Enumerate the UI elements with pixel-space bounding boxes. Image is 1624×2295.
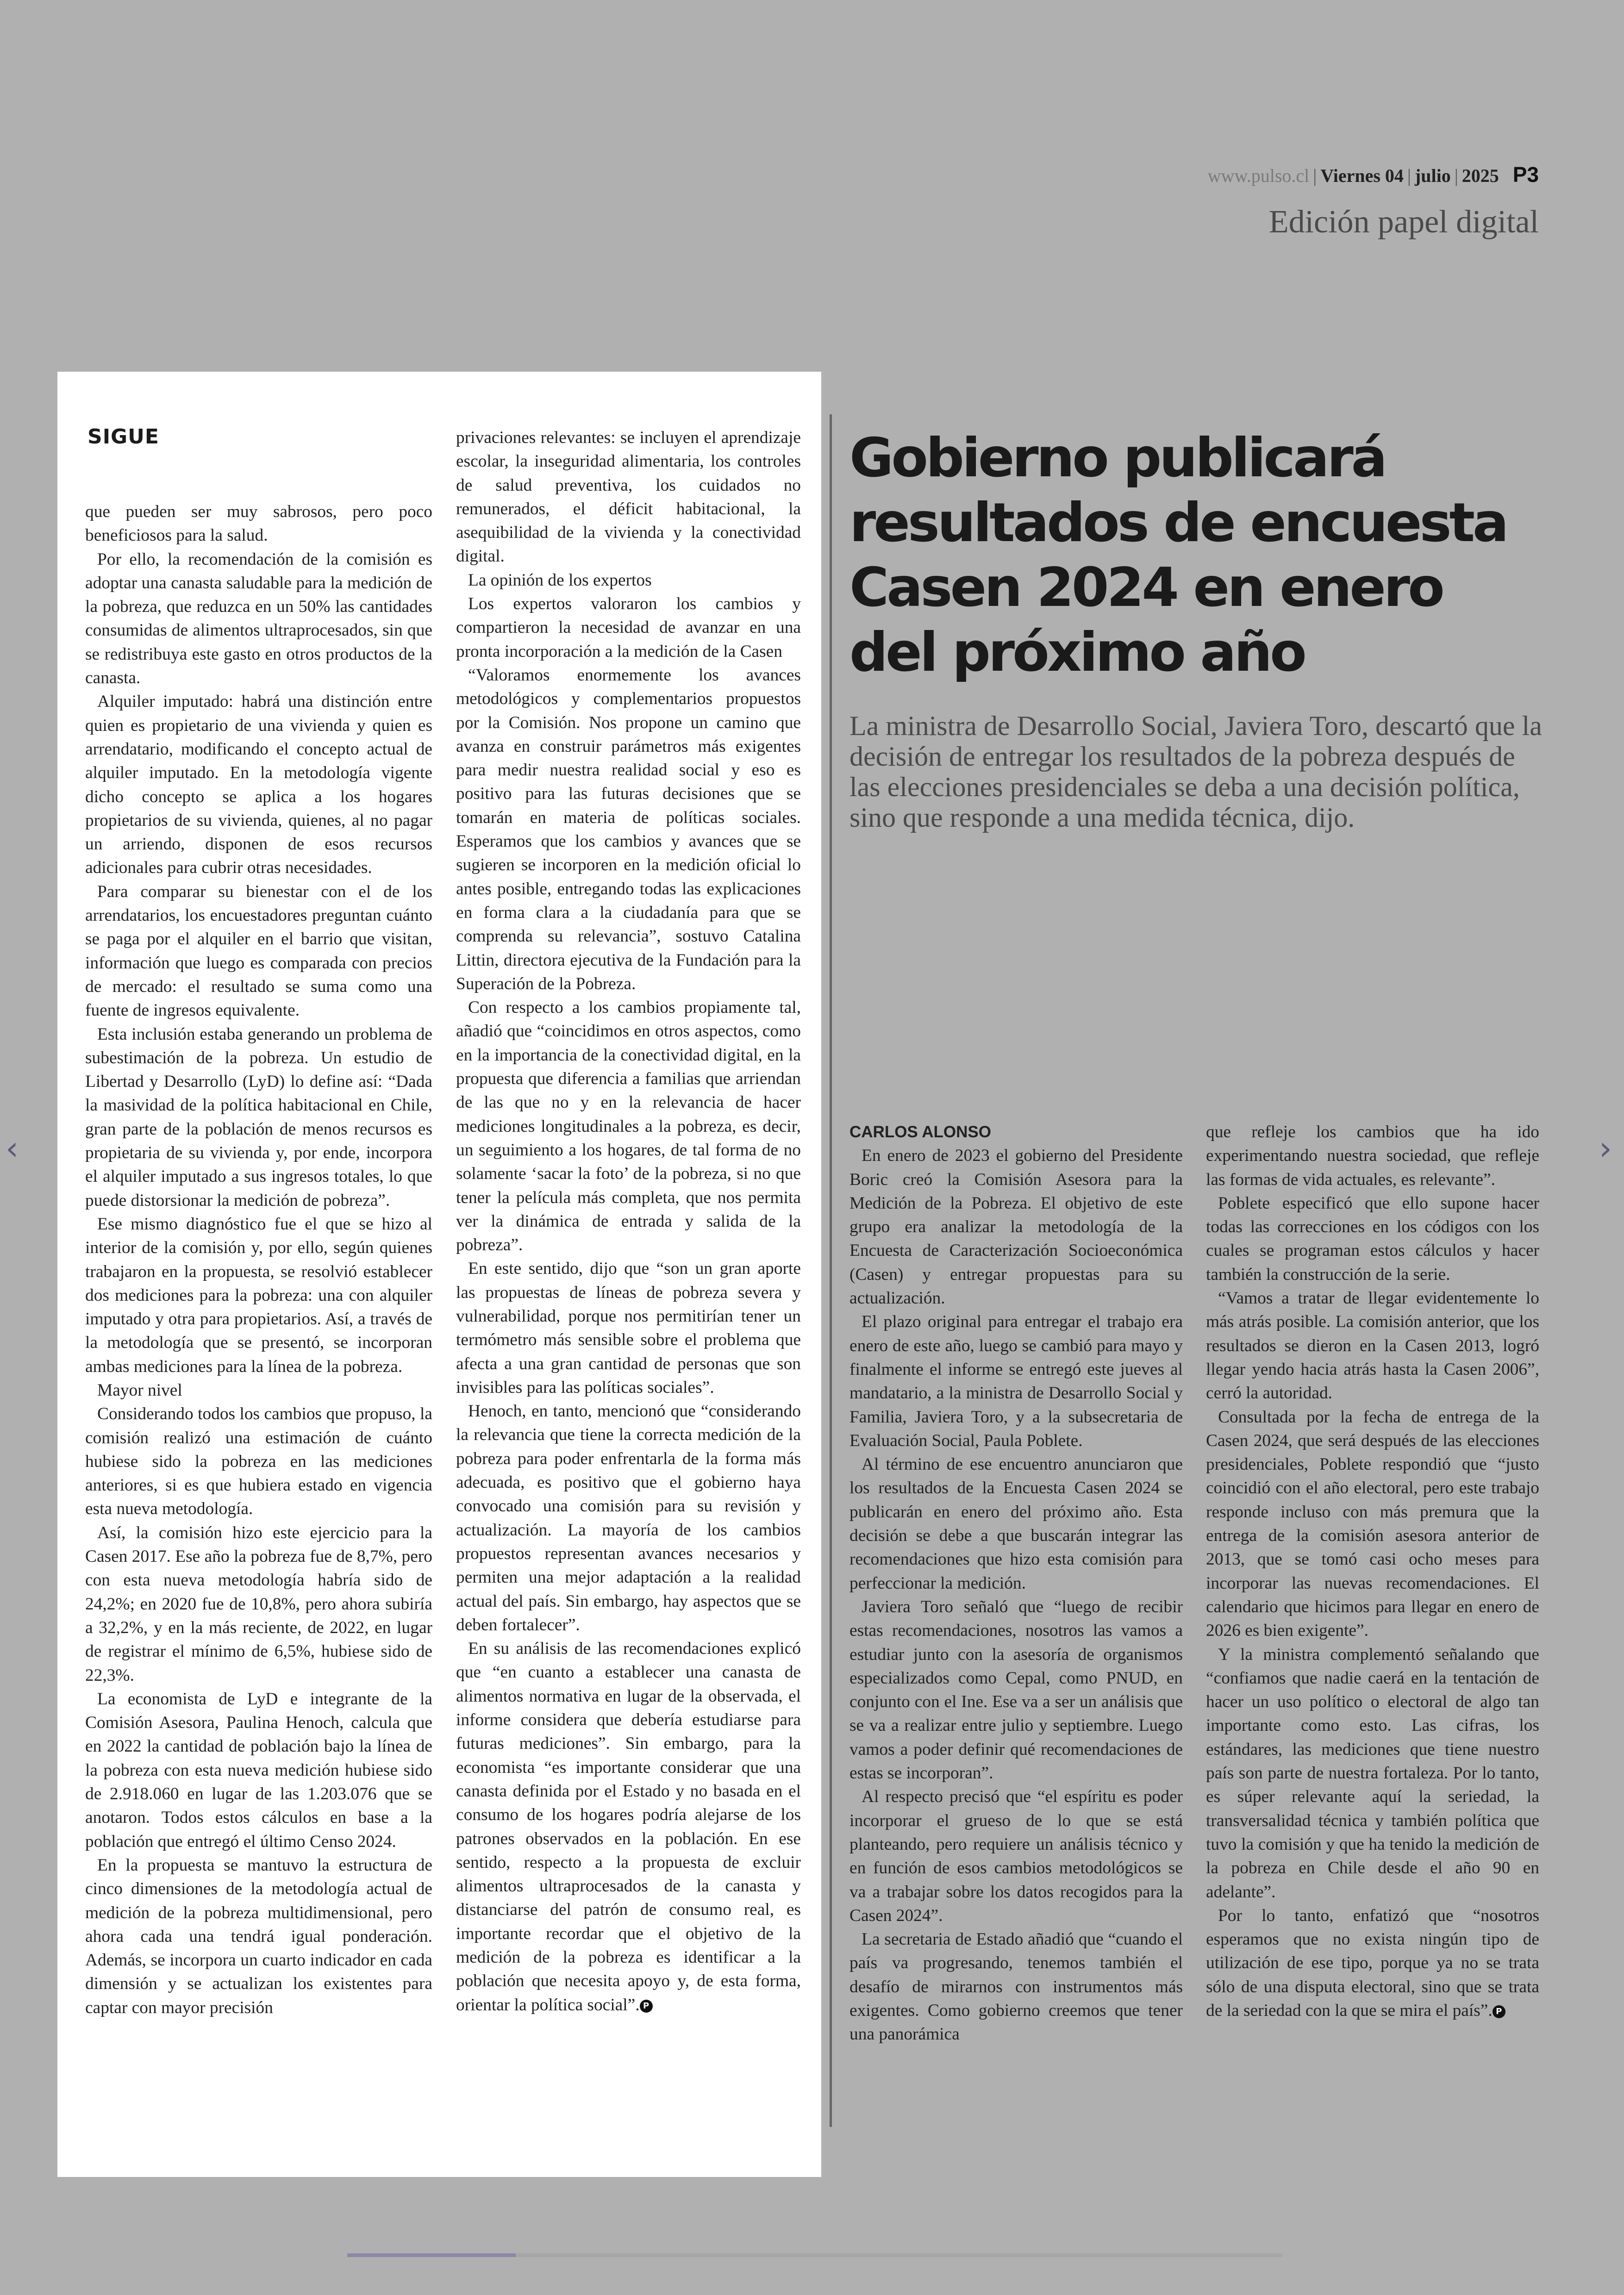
paragraph: En este sentido, dijo que “son un gran aporte las propuestas de líneas de pobreza severa y vulnerabilidad, porque nos permitirían tener un termómetro más sensible sobre el problema que afecta a una gran cantidad de personas que son invisibles para las políticas sociales”. (456, 1259, 801, 1397)
site-url[interactable]: www.pulso.cl (1207, 165, 1310, 186)
paragraph: Esta inclusión estaba generando un problema de subestimación de la pobreza. Un estudio de Libertad y Desarrollo (LyD) lo define así: “Dada la masividad de la política habitacional en Chile, gran parte de la población de menos recursos es propietaria de su vivienda y, por ende, incorpora el alquiler imputado a sus ingresos totales, lo que puede distorsionar la medición de pobreza”. (85, 1024, 432, 1210)
paragraph: que refleje los cambios que ha ido experimentando nuestra sociedad, que refleje las formas de vida actuales, es relevante”. (1206, 1123, 1539, 1189)
paragraph: Al término de ese encuentro anunciaron que los resultados de la Encuesta Casen 2024 se publicarán en enero del próximo año. Esta decisión se debe a que buscarán integrar las recomendaciones que hizo esta comisión para perfeccionar la medición. (849, 1455, 1183, 1593)
paragraph: El plazo original para entregar el trabajo era enero de este año, luego se cambió para mayo y finalmente el informe se entregó este jueves al mandatario, a la ministra de Desarrollo Social y Familia, Javiera Toro, y a la subsecretaria de Evaluación Social, Paula Poblete. (849, 1312, 1183, 1450)
paragraph (1206, 1904, 1539, 2022)
left-column-1 (85, 500, 432, 2020)
subheading: La opinión de los expertos (468, 570, 652, 590)
paragraph: Así, la comisión hizo este ejercicio para la Casen 2017. Ese año la pobreza fue de 8,7%, pero con esta nueva metodología habría sido de 24,2%; en 2020 fue de 10,8%, pero ahora subiría a 32,2%, y en la más reciente, de 2022, en lugar de registrar el mínimo de 6,5%, hubiese sido de 22,3%. (85, 1523, 432, 1685)
paragraph: “Vamos a tratar de llegar evidentemente lo más atrás posible. La comisión anterior, que los resultados se dieron en la Casen 2013, logró llegar yendo hacia atrás hasta la Casen 2006”, cerró la autoridad. (1206, 1289, 1539, 1403)
paragraph: Por ello, la recomendación de la comisión es adoptar una canasta saludable para la medición de la pobreza, que reduzca en un 50% las cantidades consumidas de alimentos ultraprocesados, sin que se redistribuya este gasto en otros productos de la canasta. (85, 549, 432, 688)
right-column-1 (849, 1120, 1183, 2046)
issue-month: julio (1414, 165, 1451, 186)
sigue-label: SIGUE (87, 425, 159, 449)
end-mark-icon: P (1493, 2005, 1505, 2018)
issue-dateline: www.pulso.cl | Viernes 04 | julio | 2025 P3 (1207, 162, 1539, 187)
paragraph: que pueden ser muy sabrosos, pero poco beneficiosos para la salud. (85, 502, 432, 545)
paragraph: Al respecto precisó que “el espíritu es poder incorporar el grueso de lo que se está planteando, pero requiere un análisis técnico y en función de esos cambios metodológicos se va a trabajar sobre los datos recogidos para la Casen 2024”. (849, 1787, 1183, 1925)
issue-year: 2025 (1462, 165, 1499, 186)
paragraph: Poblete especificó que ello supone hacer todas las correcciones en los códigos con los cuales se programan estos cálculos y hacer también la construcción de la serie. (1206, 1193, 1539, 1284)
right-column-2 (1206, 1120, 1539, 2022)
paragraph: La economista de LyD e integrante de la Comisión Asesora, Paulina Henoch, calcula que en 2022 la cantidad de población bajo la línea de la pobreza con esta nueva medición hubiese sido de 2.918.060 en lugar de las 1.203.076 que se anotaron. Todos estos cálculos en base a la población que entregó el último Censo 2024. (85, 1689, 432, 1851)
paragraph (456, 1637, 801, 2017)
paragraph: Los expertos valoraron los cambios y compartieron la necesidad de avanzar en una pronta incorporación a la medición de la Casen (456, 594, 801, 661)
article-deck: La ministra de Desarrollo Social, Javiera Toro, descartó que la decisión de entregar los resultados de la pobreza después de las elecciones presidenciales se deba a una decisión política, sino que responde a una medida técnica, dijo. (849, 711, 1542, 833)
paragraph: Alquiler imputado: habrá una distinción entre quien es propietario de una vivienda y quien es arrendatario, modificando el concepto actual de alquiler imputado. En la metodología vigente dicho concepto se aplica a los hogares propietarios de su vivienda, quienes, al no pagar un arriendo, disponen de esos recursos adicionales para cubrir otras necesidades. (85, 692, 432, 878)
left-column-2 (456, 426, 801, 2017)
subheading: Mayor nivel (97, 1380, 182, 1400)
paragraph: Con respecto a los cambios propiamente tal, añadió que “coincidimos en otros aspectos, como en la importancia de la conectividad digital, en la propuesta que diferencia a familias que arriendan de las que no y en la relevancia de hacer mediciones longitudinales a la pobreza, es decir, un seguimiento a los hogares, de tal forma de no solamente ‘sacar la foto’ de la pobreza, si no que tener la película más completa, que nos permita ver la dinámica de entrada y salida de la pobreza”. (456, 998, 801, 1255)
paragraph-text: En su análisis de las recomendaciones explicó que “en cuanto a establecer una canasta de alimentos normativa en lugar de la observada, el informe considera que debería estudiarse para futuras mediciones”. Sin embargo, para la economista “es importante considerar que una canasta definida por el Estado y no basada en el consumo de los hogares podría alejarse de los patrones observados en la población. En ese sentido, respecto a la propuesta de excluir alimentos ultraprocesados de la canasta y distanciarse del patrón de consumo real, es importante recordar que el objetivo de la medición de la pobreza es identificar a la población que necesita apoyo y, de esta forma, orientar la política social”. (456, 1639, 801, 2014)
paragraph: Ese mismo diagnóstico fue el que se hizo al interior de la comisión y, por ello, según quienes trabajaron en la propuesta, se resolvió establecer dos mediciones para la pobreza: una con alquiler imputado y otra para propietarios. Así, a través de la metodología que se presentó, se incorporan ambas mediciones para la línea de la pobreza. (85, 1214, 432, 1376)
article-headline: Gobierno publicará resultados de encuesta Casen 2024 en enero del próximo año (849, 427, 1507, 684)
paragraph: Considerando todos los cambios que propuso, la comisión realizó una estimación de cuánto hubiese sido la pobreza en las mediciones anteriores, si es que hubiera estado en vigencia esta nueva metodología. (85, 1404, 432, 1519)
paragraph: privaciones relevantes: se incluyen el aprendizaje escolar, la inseguridad alimentaria, los controles de salud preventiva, los cuidados no remunerados, el déficit habitacional, la asequibilidad de la vivienda y la conectividad digital. (456, 428, 801, 566)
page-number: P3 (1512, 162, 1539, 187)
end-mark-icon: P (640, 2000, 653, 2013)
paragraph: Henoch, en tanto, mencionó que “considerando la relevancia que tiene la correcta medición de la pobreza para poder enfrentarla de la forma más adecuada, es positivo que el gobierno haya convocado una comisión para su revisión y actualización. La mayoría de los cambios propuestos representan avances necesarios y permiten una mejor adaptación a la realidad actual del país. Sin embargo, hay aspectos que se deben fortalecer”. (456, 1402, 801, 1634)
paragraph: Y la ministra complementó señalando que “confiamos que nadie caerá en la tentación de hacer un uso político o electoral de algo tan importante como esto. Las cifras, los estándares, las mediciones que tiene nuestro país son parte de nuestra fortaleza. Por lo tanto, es súper relevante aquí la seriedad, la transversalidad técnica y también política que tuvo la comisión y que ha tenido la medición de la pobreza en Chile desde el año 90 en adelante”. (1206, 1645, 1539, 1902)
next-page-icon[interactable]: › (1599, 1129, 1612, 1167)
paragraph: Javiera Toro señaló que “luego de recibir estas recomendaciones, nosotros las vamos a estudiar junto con la asesoría de organismos especializados como Cepal, como PNUD, en conjunto con el Ine. Ese va a ser un análisis que se va a realizar entre julio y septiembre. Luego vamos a poder definir qué recomendaciones de estas se incorporan”. (849, 1597, 1183, 1783)
paragraph: En enero de 2023 el gobierno del Presidente Boric creó la Comisión Asesora para la Medición de la Pobreza. El objetivo de este grupo era analizar la metodología de la Encuesta de Caracterización Socioeconómica (Casen) y entregar propuestas para su actualización. (849, 1146, 1183, 1308)
paragraph: Consultada por la fecha de entrega de la Casen 2024, que será después de las elecciones presidenciales, Poblete respondió que “justo coincidió con el año electoral, pero este trabajo responde incluso con más premura que la entrega de la comisión asesora anterior de 2013, que se tomó casi ocho meses para incorporar las nuevas recomendaciones. El calendario que hicimos para llegar en enero de 2026 es bien exigente”. (1206, 1407, 1539, 1640)
paragraph: Para comparar su bienestar con el de los arrendatarios, los encuestadores preguntan cuánto se paga por el alquiler en el barrio que visitan, información que luego es comparada con precios de mercado: el resultado se suma como una fuente de ingresos equivalente. (85, 882, 432, 1020)
edition-label: Edición papel digital (1268, 204, 1539, 240)
issue-weekday: Viernes 04 (1320, 165, 1404, 186)
page-progress-bar[interactable] (347, 2253, 1282, 2257)
paragraph: “Valoramos enormemente los avances metodológicos y complementarios propuestos por la Comisión. Nos propone un camino que avanza en construir parámetros más exigentes para medir nuestra realidad social y eso es positivo para las futuras decisiones que se tomarán en materia de políticas sociales. Esperamos que los cambios y avances que se sugieren se incorporen en la medición oficial lo antes posible, entregando todas las explicaciones en forma clara a la ciudadanía para que se comprenda su relevancia”, sostuvo Catalina Littin, directora ejecutiva de la Fundación para la Superación de la Pobreza. (456, 665, 801, 993)
previous-page-icon[interactable]: ‹ (6, 1129, 19, 1167)
paragraph-text: Por lo tanto, enfatizó que “nosotros esperamos que no exista ningún tipo de utilización de ese tipo, porque ya no se trata sólo de una disputa electoral, sino que se trata de la seriedad con la que se mira el país”. (1206, 1906, 1539, 2020)
column-rule (830, 414, 832, 2127)
paragraph: En la propuesta se mantuvo la estructura de cinco dimensiones de la metodología actual de medición de la pobreza multidimensional, pero ahora cada una tendrá igual ponderación. Además, se incorpora un cuarto indicador en cada dimensión y se actualizan los existentes para captar con mayor precisión (85, 1855, 432, 2017)
paragraph: La secretaria de Estado añadió que “cuando el país va progresando, tenemos también el desafío de mirarnos con instrumentos más exigentes. Como gobierno creemos que tener una panorámica (849, 1930, 1183, 2044)
page-progress-fill (347, 2253, 516, 2257)
byline: CARLOS ALONSO (849, 1123, 991, 1141)
